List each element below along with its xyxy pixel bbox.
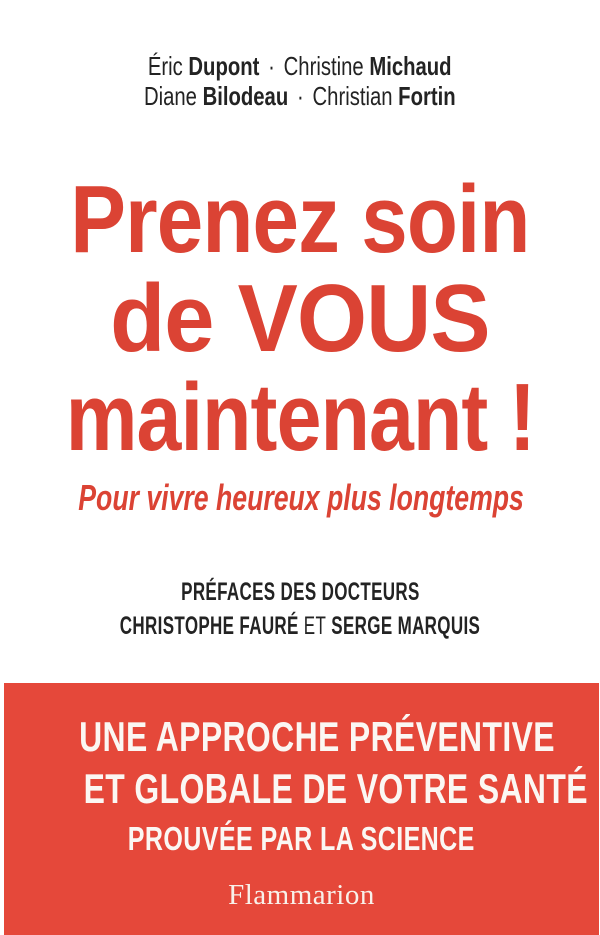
- banner-line-3: [4, 815, 599, 863]
- banner-text: UNE APPROCHE PRÉVENTIVE: [79, 713, 555, 760]
- author-first-name: Éric: [148, 51, 184, 81]
- title-line-3: [0, 364, 600, 471]
- authors-block: [0, 51, 600, 111]
- title-line-1: [0, 166, 600, 273]
- preface-doctor-name: SERGE MARQUIS: [331, 612, 481, 640]
- banner-spacer: [4, 683, 599, 711]
- prefaces-line-1: [0, 575, 600, 609]
- book-title: [0, 166, 600, 471]
- banner-line-2: [4, 763, 599, 815]
- title-text: Prenez soin: [70, 166, 530, 273]
- prefaces-line-2: [0, 609, 600, 643]
- prefaces-block: [0, 575, 600, 643]
- author-first-name: Christian: [312, 81, 393, 111]
- title-line-2: [0, 265, 600, 372]
- author-last-name: Fortin: [398, 81, 456, 111]
- tagline-banner: [4, 683, 599, 935]
- preface-conjunction: ET: [303, 612, 327, 640]
- author-last-name: Dupont: [188, 51, 260, 81]
- authors-row-2: [0, 81, 600, 111]
- author-separator-dot: ·: [268, 51, 276, 81]
- author-last-name: Bilodeau: [202, 81, 289, 111]
- subtitle-text: Pour vivre heureux plus longtemps: [78, 477, 524, 518]
- title-text: de VOUS: [110, 265, 490, 372]
- book-subtitle: [0, 478, 600, 518]
- title-text: maintenant !: [65, 364, 535, 471]
- author-first-name: Diane: [144, 81, 198, 111]
- publisher-logo: [4, 879, 599, 911]
- authors-row-1: [0, 51, 600, 81]
- banner-text: PROUVÉE PAR LA SCIENCE: [127, 820, 475, 857]
- preface-doctor-name: CHRISTOPHE FAURÉ: [119, 612, 299, 640]
- banner-line-1: [4, 711, 599, 763]
- author-first-name: Christine: [283, 51, 364, 81]
- author-separator-dot: ·: [297, 81, 304, 111]
- banner-text: ET GLOBALE DE VOTRE SANTÉ: [83, 765, 588, 812]
- prefaces-text: PRÉFACES DES DOCTEURS: [180, 578, 420, 606]
- author-last-name: Michaud: [369, 51, 452, 81]
- publisher-name: Flammarion: [228, 879, 375, 911]
